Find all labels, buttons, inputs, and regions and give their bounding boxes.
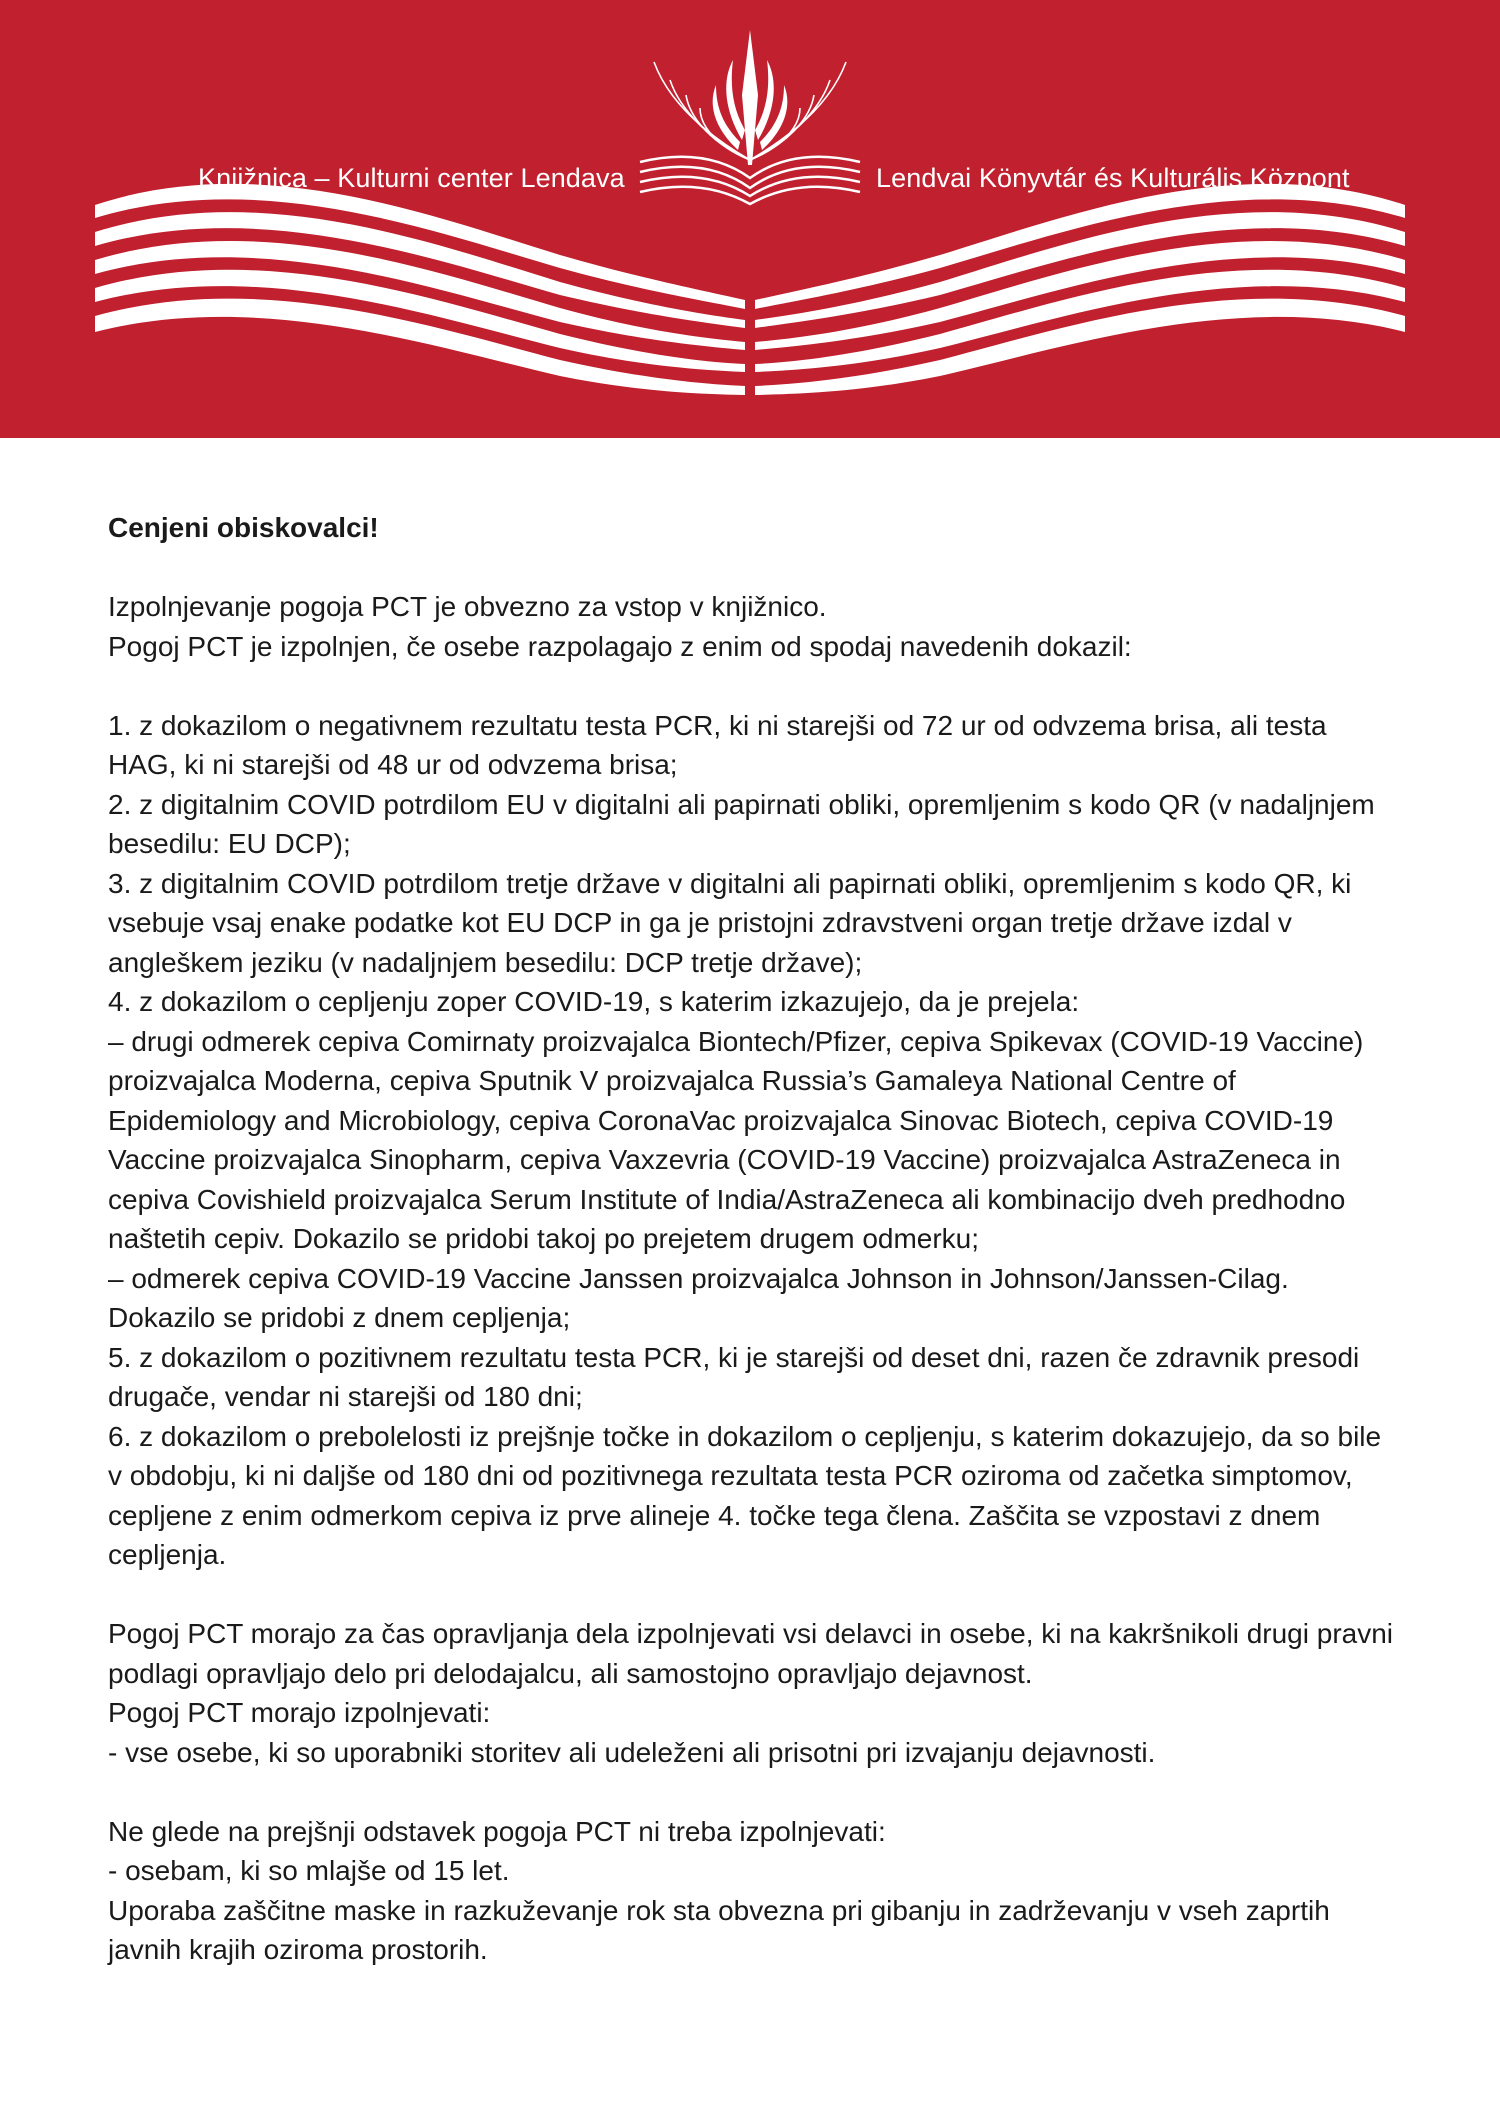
- evidence-item: 4. z dokazilom o cepljenju zoper COVID-19, s katerim izkazujejo, da je prejela:: [108, 986, 1080, 1017]
- evidence-item: 5. z dokazilom o pozitivnem rezultatu testa PCR, ki je starejši od deset dni, razen če zdravnik presodi drugače, vendar ni starejši od 180 dni;: [108, 1341, 1360, 1412]
- greeting: Cenjeni obiskovalci!: [108, 512, 379, 543]
- header-banner: [0, 0, 1500, 438]
- exceptions-line: Ne glede na prejšnji odstavek pogoja PCT ni treba izpolnjevati:: [108, 1815, 886, 1847]
- intro-line: Pogoj PCT je izpolnjen, če osebe razpolagajo z enim od spodaj navedenih dokazil:: [108, 630, 1132, 662]
- evidence-item: – odmerek cepiva COVID-19 Vaccine Janssen proizvajalca Johnson in Johnson/Janssen-Cilag. Dokazilo se pridobi z dnem cepljenja;: [108, 1262, 1289, 1333]
- library-name-slovene: Knjižnica – Kulturni center Lendava: [198, 163, 625, 193]
- evidence-item: 6. z dokazilom o prebolelosti iz prejšnje točke in dokazilom o cepljenju, s katerim dokazujejo, da so bile v obdobju, ki ni daljše od 180 dni od pozitivnega rezultata testa PCR oziroma od začetka simptomov, cepljene z enim odmerkom cepiva iz prve alineje 4. točke tega člena. Zaščita se vzpostavi z dnem cepljenja.: [108, 1420, 1382, 1570]
- evidence-item: 3. z digitalnim COVID potrdilom tretje države v digitalni ali papirnati obliki, opremljenim s kodo QR, ki vsebuje vsaj enake podatke kot EU DCP in ga je pristojni zdravstveni organ tretje države izdal v angleškem jeziku (v nadaljnjem besedilu: DCP tretje države);: [108, 867, 1352, 978]
- workers-line: Pogoj PCT morajo za čas opravljanja dela izpolnjevati vsi delavci in osebe, ki na kakršnikoli drugi pravni podlagi opravljajo delo pri delodajalcu, ali samostojno opravljajo dejavnost.: [108, 1618, 1394, 1689]
- evidence-item: 1. z dokazilom o negativnem rezultatu testa PCR, ki ni starejši od 72 ur od odvzema brisa, ali testa HAG, ki ni starejši od 48 ur od odvzema brisa;: [108, 709, 1327, 780]
- workers-line: - vse osebe, ki so uporabniki storitev ali udeleženi ali prisotni pri izvajanju dejavnosti.: [108, 1736, 1156, 1768]
- library-name-hungarian: Lendvai Könyvtár és Kulturális Központ: [876, 163, 1350, 193]
- notice-body: [108, 508, 1398, 1970]
- evidence-item: – drugi odmerek cepiva Comirnaty proizvajalca Biontech/Pfizer, cepiva Spikevax (COVID-19 Vaccine) proizvajalca Moderna, cepiva Sputnik V proizvajalca Russia’s Gamaleya National Centre of Epidemiology and Microbiology, cepiva CoronaVac proizvajalca Sinovac Biotech, cepiva COVID-19 Vaccine proizvajalca Sinopharm, cepiva Vaxzevria (COVID-19 Vaccine) proizvajalca AstraZeneca in cepiva Covishield proizvajalca Serum Institute of India/AstraZeneca ali kombinacijo dveh predhodno naštetih cepiv. Dokazilo se pridobi takoj po prejetem drugem odmerku;: [108, 1025, 1364, 1254]
- exceptions-line: Uporaba zaščitne maske in razkuževanje rok sta obvezna pri gibanju in zadrževanju v vseh zaprtih javnih krajih oziroma prostorih.: [108, 1894, 1330, 1965]
- open-book-with-wheat-logo-icon: [0, 0, 1500, 438]
- workers-line: Pogoj PCT morajo izpolnjevati:: [108, 1697, 491, 1728]
- intro-line: Izpolnjevanje pogoja PCT je obvezno za vstop v knjižnico.: [108, 591, 827, 622]
- right-page-icon: [755, 184, 1405, 395]
- evidence-item: 2. z digitalnim COVID potrdilom EU v digitalni ali papirnati obliki, opremljenim s kodo QR (v nadaljnjem besedilu: EU DCP);: [108, 788, 1375, 859]
- exceptions-line: - osebam, ki so mlajše od 15 let.: [108, 1855, 510, 1886]
- left-page-icon: [95, 184, 745, 395]
